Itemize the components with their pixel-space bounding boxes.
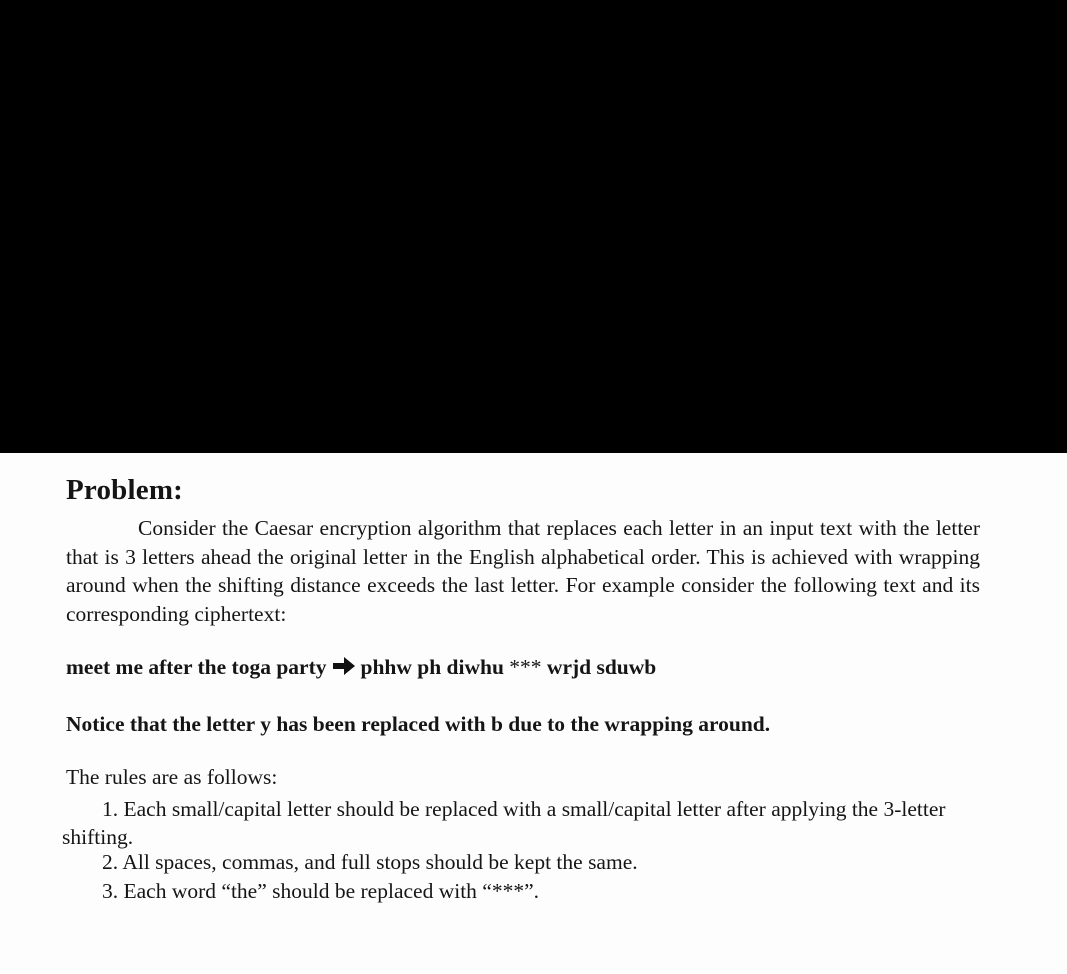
notice-line: Notice that the letter y has been replaced with b due to the wrapping around. bbox=[66, 712, 771, 736]
example-stars: *** bbox=[509, 655, 542, 679]
rule-item-1: 1. Each small/capital letter should be replaced with a small/capital letter after applying the 3-letter shifting. bbox=[62, 797, 946, 849]
rules-intro: The rules are as follows: bbox=[66, 765, 278, 789]
problem-heading: Problem: bbox=[66, 474, 184, 506]
right-arrow-icon bbox=[332, 656, 356, 682]
example-plaintext: meet me after the toga party bbox=[66, 655, 327, 679]
intro-paragraph: Consider the Caesar encryption algorithm that replaces each letter in an input text with the letter that is 3 letters ahead the original letter in the English alphabetical order. This is achieved with wrapping around when the shifting distance exceeds the last letter. For example consider the following text and its corresponding ciphertext: bbox=[66, 516, 980, 626]
rule-item-3: 3. Each word “the” should be replaced with “***”. bbox=[102, 879, 540, 903]
example-ciphertext-part1: phhw ph diwhu bbox=[360, 655, 504, 679]
rule-item-2: 2. All spaces, commas, and full stops should be kept the same. bbox=[102, 850, 638, 874]
blacked-out-region bbox=[0, 0, 1067, 453]
example-line bbox=[66, 655, 656, 682]
example-ciphertext-part2: wrjd sduwb bbox=[546, 655, 657, 679]
